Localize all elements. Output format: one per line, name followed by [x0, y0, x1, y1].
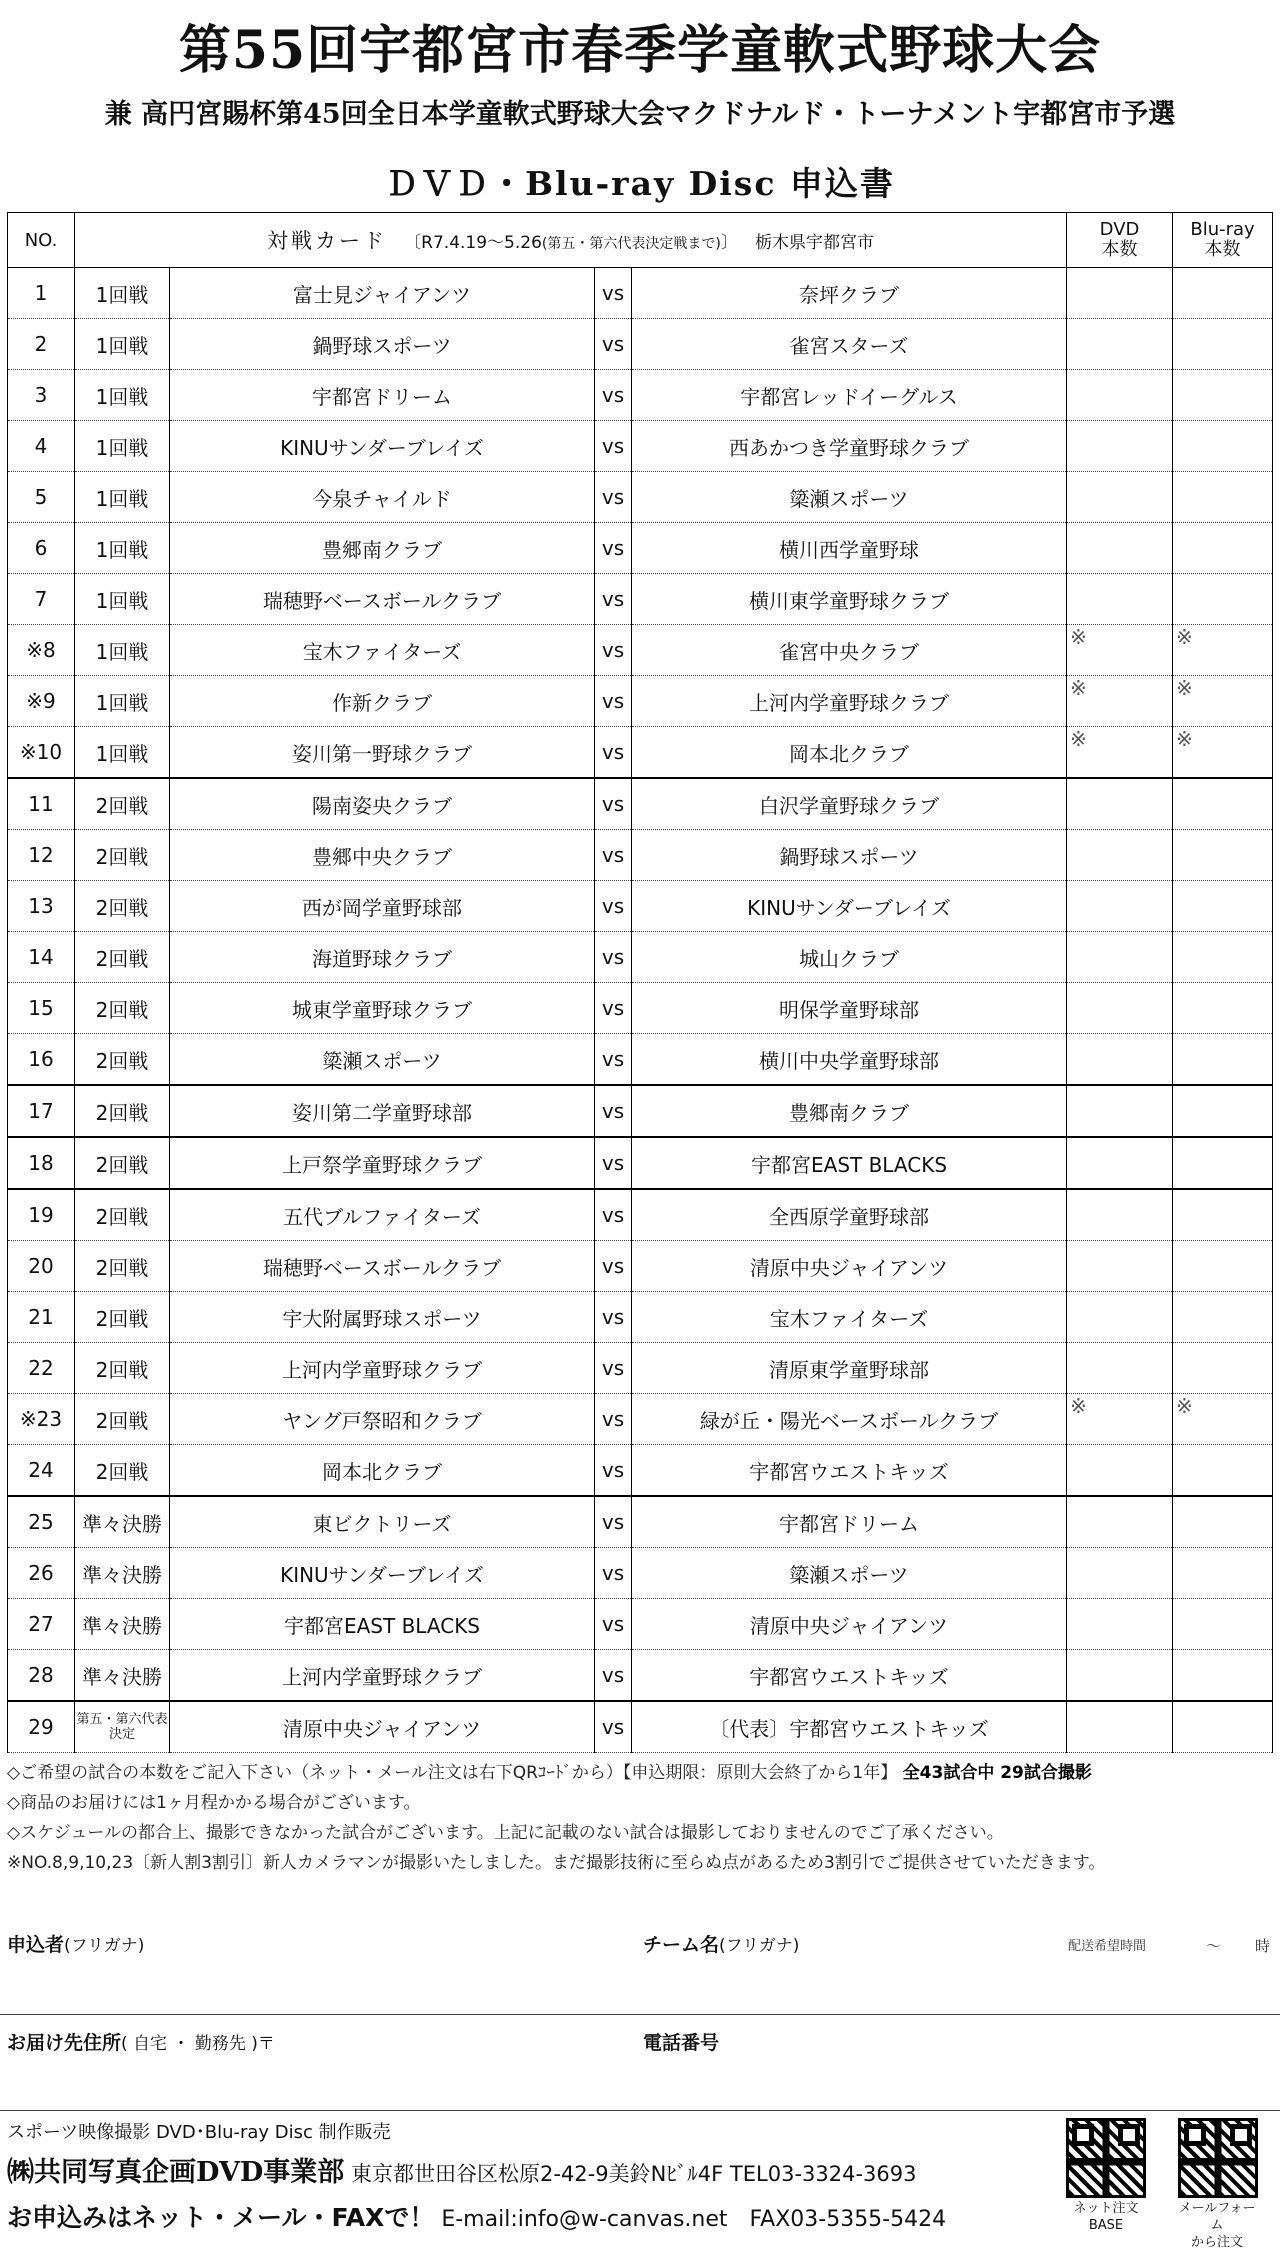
dvd-quantity-field[interactable] — [1067, 1445, 1173, 1497]
row-number: 21 — [8, 1292, 75, 1343]
vs-label: vs — [595, 472, 632, 523]
delivery-time-sep: ～ — [1206, 1937, 1222, 1955]
away-team: 緑が丘・陽光ベースボールクラブ — [632, 1394, 1067, 1445]
round: 2回戦 — [75, 1137, 170, 1189]
home-team: 上戸祭学童野球クラブ — [170, 1137, 595, 1189]
table-row — [8, 1548, 1273, 1599]
dvd-quantity-field[interactable]: ※ — [1067, 625, 1173, 676]
dvd-quantity-field[interactable] — [1067, 472, 1173, 523]
bluray-quantity-field[interactable] — [1173, 830, 1273, 881]
phone-label: 電話番号 — [643, 2032, 720, 2054]
dvd-quantity-field[interactable] — [1067, 1650, 1173, 1702]
vs-label: vs — [595, 1137, 632, 1189]
qr-mailform-caption: メールフォーム から注文 — [1178, 2201, 1256, 2250]
away-team: 宇都宮レッドイーグルス — [632, 370, 1067, 421]
vs-label: vs — [595, 1650, 632, 1702]
bluray-quantity-field[interactable] — [1173, 370, 1273, 421]
home-team: 姿川第二学童野球部 — [170, 1085, 595, 1137]
bluray-quantity-field[interactable] — [1173, 1701, 1273, 1753]
note-line-2: ◇商品のお届けには1ヶ月程かかる場合がございます。 — [7, 1793, 421, 1813]
footer-tagline: スポーツ映像撮影 DVD･Blu-ray Disc 制作販売 — [7, 2122, 391, 2143]
vs-label: vs — [595, 1241, 632, 1292]
round: 2回戦 — [75, 1343, 170, 1394]
table-row — [8, 1241, 1273, 1292]
table-row — [8, 1599, 1273, 1650]
header-card-label: 対戦カード — [267, 229, 387, 253]
qr-base-caption: ネット注文 BASE — [1073, 2201, 1139, 2233]
home-team: 清原中央ジャイアンツ — [170, 1701, 595, 1753]
bluray-quantity-field[interactable] — [1173, 1137, 1273, 1189]
row-number: 15 — [8, 983, 75, 1034]
dvd-quantity-field[interactable] — [1067, 1599, 1173, 1650]
table-row — [8, 1085, 1273, 1137]
delivery-time-unit: 時 — [1255, 1937, 1271, 1955]
round: 準々決勝 — [75, 1496, 170, 1548]
note-line-3: ◇スケジュールの都合上、撮影できなかった試合がございます。上記に記載のない試合は撮影しておりませんのでご了承ください。 — [7, 1823, 1004, 1843]
applicant-label: 申込者(フリガナ) — [7, 1934, 145, 1956]
away-team: 上河内学童野球クラブ — [632, 676, 1067, 727]
home-team: 岡本北クラブ — [170, 1445, 595, 1497]
row-number: 25 — [8, 1496, 75, 1548]
round: 1回戦 — [75, 319, 170, 370]
home-team: ヤング戸祭昭和クラブ — [170, 1394, 595, 1445]
away-team: 横川東学童野球クラブ — [632, 574, 1067, 625]
bluray-quantity-field[interactable] — [1173, 1034, 1273, 1086]
dvd-quantity-field[interactable] — [1067, 1496, 1173, 1548]
away-team: 清原東学童野球部 — [632, 1343, 1067, 1394]
table-row — [8, 830, 1273, 881]
vs-label: vs — [595, 778, 632, 830]
vs-label: vs — [595, 1034, 632, 1086]
bluray-quantity-field[interactable] — [1173, 1343, 1273, 1394]
row-number: 5 — [8, 472, 75, 523]
bluray-quantity-field[interactable]: ※ — [1173, 625, 1273, 676]
row-number: 7 — [8, 574, 75, 625]
vs-label: vs — [595, 830, 632, 881]
dvd-quantity-field[interactable] — [1067, 1137, 1173, 1189]
row-number: 18 — [8, 1137, 75, 1189]
bluray-quantity-field[interactable]: ※ — [1173, 676, 1273, 727]
row-number: 14 — [8, 932, 75, 983]
dvd-quantity-field[interactable] — [1067, 370, 1173, 421]
vs-label: vs — [595, 268, 632, 319]
row-number: 17 — [8, 1085, 75, 1137]
delivery-time-label: 配送希望時間 — [1068, 1939, 1147, 1954]
table-row — [8, 1496, 1273, 1548]
row-number: 11 — [8, 778, 75, 830]
vs-label: vs — [595, 1394, 632, 1445]
round: 1回戦 — [75, 421, 170, 472]
table-row — [8, 983, 1273, 1034]
vs-label: vs — [595, 983, 632, 1034]
table-row — [8, 932, 1273, 983]
dvd-quantity-field[interactable] — [1067, 932, 1173, 983]
round: 準々決勝 — [75, 1548, 170, 1599]
dvd-quantity-field[interactable] — [1067, 1292, 1173, 1343]
away-team: 清原中央ジャイアンツ — [632, 1599, 1067, 1650]
away-team: 明保学童野球部 — [632, 983, 1067, 1034]
round: 2回戦 — [75, 778, 170, 830]
bluray-quantity-field[interactable] — [1173, 1599, 1273, 1650]
vs-label: vs — [595, 881, 632, 932]
round: 2回戦 — [75, 932, 170, 983]
row-number: 16 — [8, 1034, 75, 1086]
table-row — [8, 1650, 1273, 1702]
home-team: 富士見ジャイアンツ — [170, 268, 595, 319]
bluray-quantity-field[interactable] — [1173, 1496, 1273, 1548]
vs-label: vs — [595, 1496, 632, 1548]
away-team: 宇都宮ドリーム — [632, 1496, 1067, 1548]
table-row — [8, 778, 1273, 830]
dvd-quantity-field[interactable]: ※ — [1067, 676, 1173, 727]
dvd-quantity-field[interactable] — [1067, 1241, 1173, 1292]
bluray-quantity-field[interactable] — [1173, 1445, 1273, 1497]
round: 1回戦 — [75, 574, 170, 625]
table-row — [8, 881, 1273, 932]
round: 2回戦 — [75, 1445, 170, 1497]
vs-label: vs — [595, 1343, 632, 1394]
bluray-quantity-field[interactable] — [1173, 421, 1273, 472]
row-number: 26 — [8, 1548, 75, 1599]
vs-label: vs — [595, 370, 632, 421]
vs-label: vs — [595, 625, 632, 676]
bluray-quantity-field[interactable] — [1173, 778, 1273, 830]
home-team: 宇都宮EAST BLACKS — [170, 1599, 595, 1650]
home-team: 海道野球クラブ — [170, 932, 595, 983]
table-row — [8, 1394, 1273, 1445]
table-row — [8, 1034, 1273, 1086]
row-number: 4 — [8, 421, 75, 472]
vs-label: vs — [595, 1189, 632, 1241]
round: 2回戦 — [75, 830, 170, 881]
home-team: 作新クラブ — [170, 676, 595, 727]
table-header-row — [8, 213, 1273, 268]
note-line-1: ◇ご希望の試合の本数をご記入下さい（ネット・メール注文は右下QRｺｰﾄﾞから）【申込期限：原則大会終了から1年】 全43試合中 29試合撮影 — [7, 1763, 1092, 1783]
bluray-quantity-field[interactable] — [1173, 574, 1273, 625]
home-team: KINUサンダーブレイズ — [170, 421, 595, 472]
dvd-quantity-field[interactable] — [1067, 574, 1173, 625]
away-team: 城山クラブ — [632, 932, 1067, 983]
home-team: 陽南姿央クラブ — [170, 778, 595, 830]
notes — [7, 1758, 1272, 1878]
home-team: 上河内学童野球クラブ — [170, 1343, 595, 1394]
away-team: 宇都宮EAST BLACKS — [632, 1137, 1067, 1189]
home-team: 上河内学童野球クラブ — [170, 1650, 595, 1702]
note-line-4: ※NO.8,9,10,23〔新人割3割引〕新人カメラマンが撮影いたしました。まだ撮影技術に至らぬ点があるため3割引でご提供させていただきます。 — [7, 1853, 1106, 1873]
away-team: 雀宮スターズ — [632, 319, 1067, 370]
table-row — [8, 523, 1273, 574]
home-team: 鍋野球スポーツ — [170, 319, 595, 370]
away-team: 岡本北クラブ — [632, 727, 1067, 779]
qr-code-base-icon[interactable] — [1066, 2118, 1146, 2198]
vs-label: vs — [595, 932, 632, 983]
away-team: 西あかつき学童野球クラブ — [632, 421, 1067, 472]
dvd-quantity-field[interactable]: ※ — [1067, 1394, 1173, 1445]
row-number: 20 — [8, 1241, 75, 1292]
home-team: 瑞穂野ベースボールクラブ — [170, 1241, 595, 1292]
dvd-quantity-field[interactable] — [1067, 1548, 1173, 1599]
away-team: 宇都宮ウエストキッズ — [632, 1445, 1067, 1497]
away-team: 簗瀬スポーツ — [632, 1548, 1067, 1599]
vs-label: vs — [595, 1292, 632, 1343]
dvd-quantity-field[interactable] — [1067, 778, 1173, 830]
round: 2回戦 — [75, 1085, 170, 1137]
home-team: 城東学童野球クラブ — [170, 983, 595, 1034]
row-number: 1 — [8, 268, 75, 319]
header-bluray: Blu-ray 本数 — [1173, 213, 1273, 268]
vs-label: vs — [595, 727, 632, 779]
dvd-quantity-field[interactable] — [1067, 1343, 1173, 1394]
vs-label: vs — [595, 1599, 632, 1650]
round: 1回戦 — [75, 625, 170, 676]
home-team: 五代ブルファイターズ — [170, 1189, 595, 1241]
home-team: 宇大附属野球スポーツ — [170, 1292, 595, 1343]
bluray-quantity-field[interactable] — [1173, 1189, 1273, 1241]
table-row — [8, 421, 1273, 472]
divider-1 — [0, 2014, 1280, 2015]
bluray-quantity-field[interactable] — [1173, 472, 1273, 523]
dvd-quantity-field[interactable] — [1067, 1189, 1173, 1241]
bluray-quantity-field[interactable]: ※ — [1173, 727, 1273, 779]
dvd-quantity-field[interactable] — [1067, 1034, 1173, 1086]
header-card-venue: 栃木県宇都宮市 — [755, 233, 875, 253]
bluray-quantity-field[interactable] — [1173, 881, 1273, 932]
row-number: 28 — [8, 1650, 75, 1702]
round: 2回戦 — [75, 881, 170, 932]
bluray-quantity-field[interactable] — [1173, 983, 1273, 1034]
away-team: 豊郷南クラブ — [632, 1085, 1067, 1137]
round: 1回戦 — [75, 472, 170, 523]
table-row — [8, 1343, 1273, 1394]
table-row — [8, 1137, 1273, 1189]
address-label: お届け先住所( 自宅 ・ 勤務先 )〒 — [7, 2032, 275, 2054]
form-title: ＤＶＤ・Blu-ray Disc 申込書 — [385, 164, 895, 203]
away-team: 全西原学童野球部 — [632, 1189, 1067, 1241]
bluray-quantity-field[interactable] — [1173, 1241, 1273, 1292]
round: 2回戦 — [75, 1189, 170, 1241]
table-row — [8, 1189, 1273, 1241]
team-label: チーム名(フリガナ) — [643, 1934, 800, 1956]
row-number: 3 — [8, 370, 75, 421]
bluray-quantity-field[interactable] — [1173, 523, 1273, 574]
row-number: 22 — [8, 1343, 75, 1394]
home-team: 姿川第一野球クラブ — [170, 727, 595, 779]
home-team: KINUサンダーブレイズ — [170, 1548, 595, 1599]
table-row — [8, 727, 1273, 779]
away-team: 宇都宮ウエストキッズ — [632, 1650, 1067, 1702]
dvd-quantity-field[interactable] — [1067, 319, 1173, 370]
table-row — [8, 676, 1273, 727]
round: 1回戦 — [75, 523, 170, 574]
bluray-quantity-field[interactable] — [1173, 1292, 1273, 1343]
dvd-quantity-field[interactable] — [1067, 1085, 1173, 1137]
dvd-quantity-field[interactable] — [1067, 1701, 1173, 1753]
away-team: 簗瀬スポーツ — [632, 472, 1067, 523]
dvd-quantity-field[interactable] — [1067, 421, 1173, 472]
round: 2回戦 — [75, 1292, 170, 1343]
table-row — [8, 268, 1273, 319]
vs-label: vs — [595, 574, 632, 625]
round: 2回戦 — [75, 1241, 170, 1292]
home-team: 宝木ファイターズ — [170, 625, 595, 676]
row-number: 13 — [8, 881, 75, 932]
home-team: 宇都宮ドリーム — [170, 370, 595, 421]
row-number: 29 — [8, 1701, 75, 1753]
dvd-quantity-field[interactable] — [1067, 830, 1173, 881]
vs-label: vs — [595, 1701, 632, 1753]
header-match-card — [75, 213, 1067, 268]
qr-code-mailform-icon[interactable] — [1178, 2118, 1258, 2198]
row-number: ※9 — [8, 676, 75, 727]
vs-label: vs — [595, 1445, 632, 1497]
vs-label: vs — [595, 421, 632, 472]
row-number: 2 — [8, 319, 75, 370]
round: 1回戦 — [75, 676, 170, 727]
header-card-note: (第五・第六代表決定戦まで) — [541, 236, 721, 252]
row-number: 12 — [8, 830, 75, 881]
row-number: 6 — [8, 523, 75, 574]
home-team: 簗瀬スポーツ — [170, 1034, 595, 1086]
home-team: 豊郷南クラブ — [170, 523, 595, 574]
row-number: ※23 — [8, 1394, 75, 1445]
footer-contact: お申込みはネット・メール・FAXで！ E-mail:info@w-canvas.net FAX03-5355-5424 — [7, 2203, 947, 2232]
home-team: 瑞穂野ベースボールクラブ — [170, 574, 595, 625]
away-team: 〔代表〕宇都宮ウエストキッズ — [632, 1701, 1067, 1753]
away-team: KINUサンダーブレイズ — [632, 881, 1067, 932]
bluray-quantity-field[interactable] — [1173, 1650, 1273, 1702]
row-number: 27 — [8, 1599, 75, 1650]
vs-label: vs — [595, 676, 632, 727]
row-number: 24 — [8, 1445, 75, 1497]
dvd-quantity-field[interactable] — [1067, 983, 1173, 1034]
bluray-quantity-field[interactable] — [1173, 1085, 1273, 1137]
order-table — [7, 212, 1273, 1753]
dvd-quantity-field[interactable] — [1067, 881, 1173, 932]
table-row — [8, 1292, 1273, 1343]
table-row — [8, 472, 1273, 523]
round: 2回戦 — [75, 1034, 170, 1086]
away-team: 宝木ファイターズ — [632, 1292, 1067, 1343]
table-row — [8, 370, 1273, 421]
round: 第五・第六代表決定 — [75, 1701, 170, 1753]
away-team: 奈坪クラブ — [632, 268, 1067, 319]
home-team: 今泉チャイルド — [170, 472, 595, 523]
away-team: 横川中央学童野球部 — [632, 1034, 1067, 1086]
round: 2回戦 — [75, 1394, 170, 1445]
footer-company: ㈱共同写真企画DVD事業部 東京都世田谷区松原2-42-9美鈴Nﾋﾞﾙ4F TEL03-3324-3693 — [7, 2157, 917, 2188]
table-row — [8, 1445, 1273, 1497]
divider-2 — [0, 2110, 1280, 2111]
bluray-quantity-field[interactable]: ※ — [1173, 1394, 1273, 1445]
dvd-quantity-field[interactable] — [1067, 268, 1173, 319]
header-card-close: 〕 — [720, 233, 738, 253]
bluray-quantity-field[interactable] — [1173, 268, 1273, 319]
home-team: 西が岡学童野球部 — [170, 881, 595, 932]
away-team: 雀宮中央クラブ — [632, 625, 1067, 676]
table-row — [8, 319, 1273, 370]
row-number: 19 — [8, 1189, 75, 1241]
away-team: 鍋野球スポーツ — [632, 830, 1067, 881]
page-subtitle: 兼 高円宮賜杯第45回全日本学童軟式野球大会マクドナルド・トーナメント宇都宮市予選 — [104, 99, 1176, 130]
dvd-quantity-field[interactable] — [1067, 523, 1173, 574]
dvd-quantity-field[interactable]: ※ — [1067, 727, 1173, 779]
table-row — [8, 1701, 1273, 1753]
vs-label: vs — [595, 319, 632, 370]
bluray-quantity-field[interactable] — [1173, 1548, 1273, 1599]
home-team: 東ビクトリーズ — [170, 1496, 595, 1548]
round: 準々決勝 — [75, 1599, 170, 1650]
table-row — [8, 574, 1273, 625]
round: 1回戦 — [75, 370, 170, 421]
vs-label: vs — [595, 1548, 632, 1599]
round: 1回戦 — [75, 727, 170, 779]
away-team: 清原中央ジャイアンツ — [632, 1241, 1067, 1292]
header-no: NO. — [8, 213, 75, 268]
bluray-quantity-field[interactable] — [1173, 319, 1273, 370]
vs-label: vs — [595, 1085, 632, 1137]
header-dvd: DVD 本数 — [1067, 213, 1173, 268]
home-team: 豊郷中央クラブ — [170, 830, 595, 881]
page-title: 第55回宇都宮市春季学童軟式野球大会 — [178, 20, 1102, 81]
vs-label: vs — [595, 523, 632, 574]
round: 1回戦 — [75, 268, 170, 319]
table-row — [8, 625, 1273, 676]
round: 準々決勝 — [75, 1650, 170, 1702]
row-number: ※10 — [8, 727, 75, 779]
round: 2回戦 — [75, 983, 170, 1034]
bluray-quantity-field[interactable] — [1173, 932, 1273, 983]
row-number: ※8 — [8, 625, 75, 676]
header-card-period: 〔R7.4.19～5.26 — [404, 233, 542, 253]
away-team: 横川西学童野球 — [632, 523, 1067, 574]
away-team: 白沢学童野球クラブ — [632, 778, 1067, 830]
